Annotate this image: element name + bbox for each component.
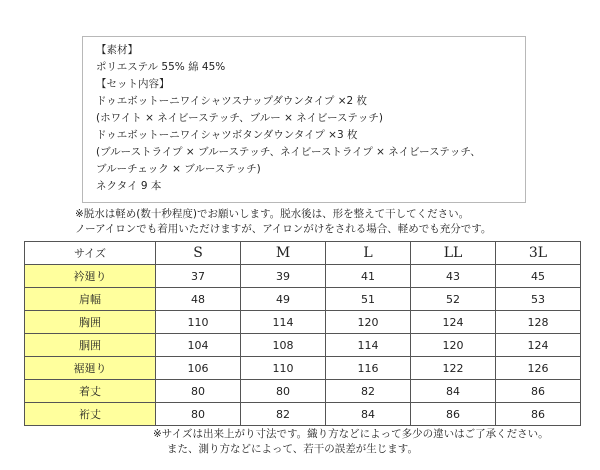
table-cell: 124 [411,311,496,334]
table-cell: 86 [411,403,496,426]
table-cell: 110 [156,311,241,334]
table-cell: 37 [156,265,241,288]
table-cell: 48 [156,288,241,311]
table-cell: 49 [241,288,326,311]
table-row [25,311,581,334]
table-row [25,265,581,288]
table-cell: 116 [326,357,411,380]
table-cell: 84 [326,403,411,426]
table-cell: 84 [411,380,496,403]
row-label: 衿廻り [25,265,156,288]
wash-note-line: ノーアイロンでも着用いただけますが、アイロンがけをされる場合、軽めでも充分です。 [75,223,492,235]
wash-note [75,207,491,237]
row-label: 胸囲 [25,311,156,334]
table-cell: 86 [496,403,581,426]
table-cell: 108 [241,334,326,357]
table-row [25,334,581,357]
table-cell: 126 [496,357,581,380]
material-heading: 【素材】 [96,44,138,56]
table-cell: 106 [156,357,241,380]
table-cell: 82 [241,403,326,426]
table-cell: 120 [326,311,411,334]
table-cell: 82 [326,380,411,403]
table-cell: 124 [496,334,581,357]
table-cell: 53 [496,288,581,311]
table-cell: 86 [496,380,581,403]
row-label: 裾廻り [25,357,156,380]
table-cell: 122 [411,357,496,380]
size-header-ll: LL [411,242,496,265]
table-cell: 80 [156,403,241,426]
table-cell: 114 [241,311,326,334]
set-item-buttondown-shirt: ドゥエボットーニワイシャツボタンダウンタイプ ×3 枚 [96,129,358,141]
row-label: 胴囲 [25,334,156,357]
size-note-line: ※サイズは出来上がり寸法です。織り方などによって多少の違いはご了承ください。 [153,428,549,440]
table-cell: 80 [156,380,241,403]
row-label: 肩幅 [25,288,156,311]
table-cell: 52 [411,288,496,311]
set-item-necktie: ネクタイ 9 本 [96,180,162,192]
wash-note-line: ※脱水は軽め(数十秒程度)でお願いします。脱水後は、形を整えて干してください。 [75,208,470,220]
set-contents-heading: 【セット内容】 [96,78,170,90]
row-label: 裄丈 [25,403,156,426]
row-label: 着丈 [25,380,156,403]
table-cell: 114 [326,334,411,357]
set-item-buttondown-colors-1: (ブルーストライプ × ブルーステッチ、ネイビーストライプ × ネイビーステッチ、 [96,146,481,158]
size-corner-label: サイズ [25,242,156,265]
table-cell: 39 [241,265,326,288]
table-cell: 51 [326,288,411,311]
size-note [153,427,549,457]
size-header-s: S [156,242,241,265]
table-cell: 80 [241,380,326,403]
size-header-m: M [241,242,326,265]
table-row [25,288,581,311]
table-row [25,357,581,380]
size-table [24,241,581,426]
size-header-row [25,242,581,265]
table-cell: 104 [156,334,241,357]
material-composition: ポリエステル 55% 綿 45% [96,61,226,73]
table-cell: 128 [496,311,581,334]
table-cell: 45 [496,265,581,288]
product-spec-box [82,36,526,203]
size-header-l: L [326,242,411,265]
size-note-line: また、測り方などによって、若干の誤差が生じます。 [167,443,418,455]
table-cell: 41 [326,265,411,288]
table-cell: 43 [411,265,496,288]
table-cell: 110 [241,357,326,380]
size-header-3l: 3L [496,242,581,265]
table-cell: 120 [411,334,496,357]
table-row [25,380,581,403]
table-row [25,403,581,426]
set-item-buttondown-colors-2: ブルーチェック × ブルーステッチ) [96,163,261,175]
set-item-snapdown-shirt: ドゥエボットーニワイシャツスナップダウンタイプ ×2 枚 [96,95,368,107]
set-item-snapdown-colors: (ホワイト × ネイビーステッチ、ブルー × ネイビーステッチ) [96,112,383,124]
